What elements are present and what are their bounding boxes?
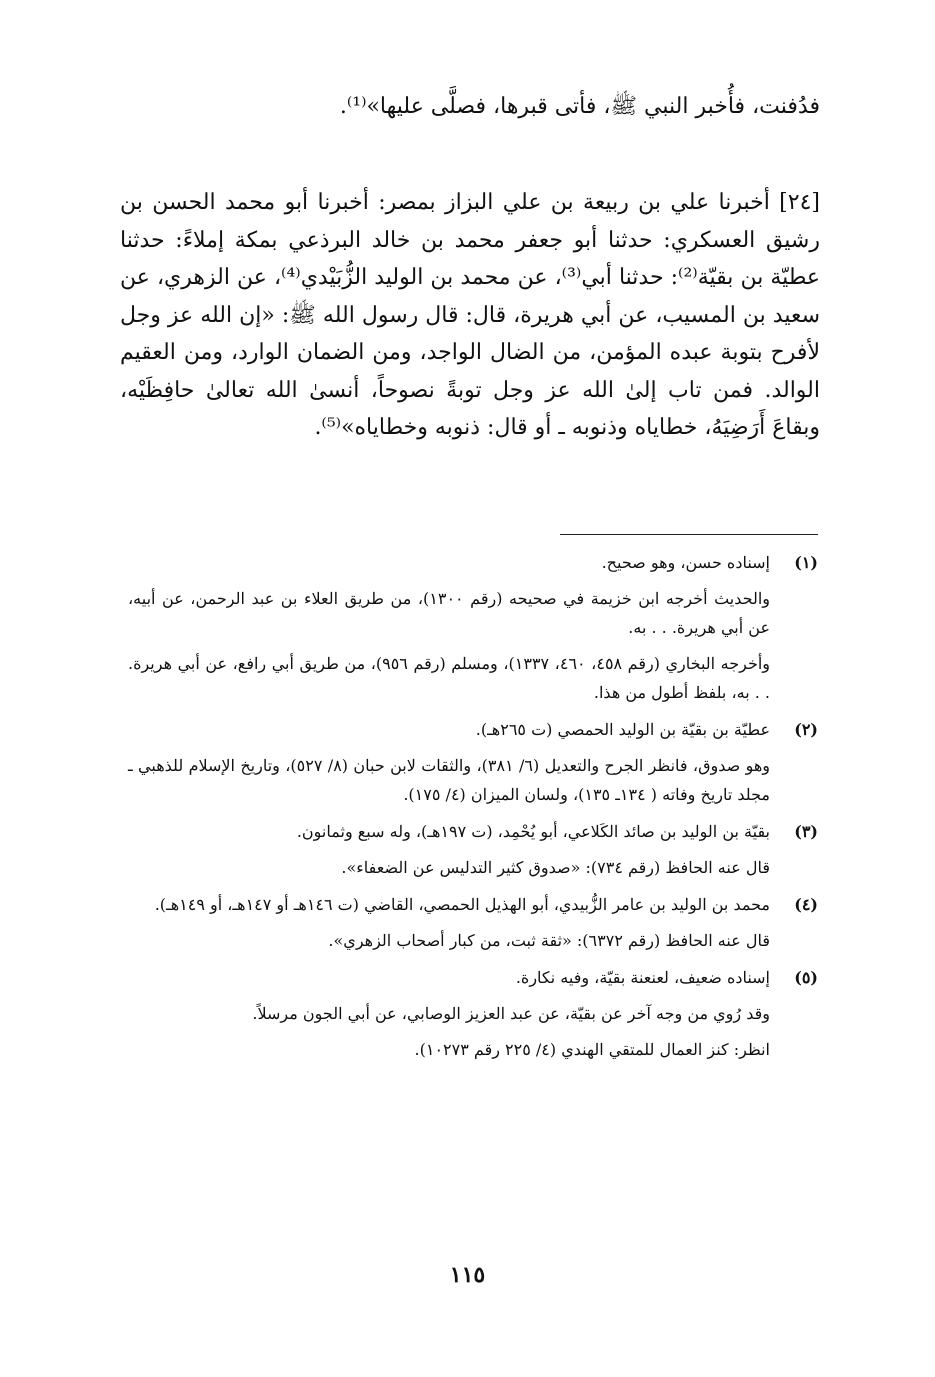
- footnote-1: [128, 548, 818, 707]
- footnote-line: بقيّة بن الوليد بن صائد الكَلاعي، أبو يُحْمِد، (ت ١٩٧هـ)، وله سبع وثمانون.: [296, 822, 770, 841]
- footnote-5: [128, 963, 818, 1064]
- footnote-line: إسناده ضعيف، لعنعنة بقيّة، وفيه نكارة.: [515, 968, 770, 987]
- footnote-line: قال عنه الحافظ (رقم ٧٣٤): «صدوق كثير التدليس عن الضعفاء».: [341, 858, 770, 877]
- footnote-number: (١): [794, 553, 818, 572]
- continued-paragraph: فدُفنت، فأُخبر النبي ﷺ، فأتى قبرها، فصلَّى عليها»⁽¹⁾.: [339, 94, 820, 119]
- footnote-line: عطيّة بن بقيّة بن الوليد الحمصي (ت ٢٦٥هـ).: [475, 720, 770, 739]
- footnote-number: (٣): [794, 822, 818, 841]
- footnote-line: محمد بن الوليد بن عامر الزُّبيدي، أبو الهذيل الحمصي، القاضي (ت ١٤٦هـ أو ١٤٧هـ، أو ١٤٩هـ).: [154, 895, 770, 914]
- footnote-4: [128, 890, 818, 955]
- hadith-paragraph-24: [٢٤] أخبرنا علي بن ربيعة بن علي البزاز بمصر: أخبرنا أبو محمد الحسن بن رشيق العسكري: حدثنا أبو جعفر محمد بن خالد البرذعي بمكة إملاءً: حدثنا عطيّة بن بقيّة⁽²⁾: حدثنا أبي⁽³⁾، عن محمد بن الوليد الزُّبَيْدي⁽⁴⁾، عن الزهري، عن سعيد بن المسيب، عن أبي هريرة، قال: قال رسول الله ﷺ: «إن الله عز وجل لأفرح بتوبة عبده المؤمن، من الضال الواجد، ومن الضمان الوارد، ومن العقيم الوالد. فمن تاب إلىٰ الله عز وجل توبةً نصوحاً، أنسىٰ الله تعالىٰ حافِظَيْه، وبقاعَ أَرَضِيَهُ، خطاياه وذنوبه ـ أو قال: ذنوبه وخطاياه»⁽⁵⁾.: [120, 190, 820, 440]
- footnote-number: (٤): [794, 895, 818, 914]
- footnote-divider: [560, 534, 818, 535]
- footnote-line: وهو صدوق، فانظر الجرح والتعديل (٦/ ٣٨١)، والثقات لابن حبان (٨/ ٥٢٧)، وتاريخ الإسلام للذهبي ـ مجلد تاريخ وفاته ( ١٣٤ـ ١٣٥)، ولسان الميزان (٤/ ١٧٥).: [128, 756, 770, 804]
- footnote-line: انظر: كنز العمال للمتقي الهندي (٤/ ٢٢٥ رقم ١٠٢٧٣).: [414, 1040, 770, 1059]
- footnote-line: قال عنه الحافظ (رقم ٦٣٧٢): «ثقة ثبت، من كبار أصحاب الزهري».: [328, 931, 770, 950]
- footnote-number: (٥): [794, 968, 818, 987]
- footnote-3: [128, 817, 818, 882]
- footnote-line: إسناده حسن، وهو صحيح.: [601, 553, 770, 572]
- footnote-line: وأخرجه البخاري (رقم ٤٥٨، ٤٦٠، ١٣٣٧)، ومسلم (رقم ٩٥٦)، من طريق أبي رافع، عن أبي هريرة. . . به، بلفظ أطول من هذا.: [128, 654, 771, 702]
- footnote-line: والحديث أخرجه ابن خزيمة في صحيحه (رقم ١٣٠٠)، من طريق العلاء بن عبد الرحمن، عن أبيه، عن أبي هريرة. . . به.: [128, 589, 771, 637]
- page-number: ١١٥: [449, 1262, 486, 1288]
- footnote-2: [128, 715, 818, 809]
- footnote-number: (٢): [794, 720, 818, 739]
- footnotes: [128, 548, 818, 1072]
- footnote-line: وقد رُوي من وجه آخر عن بقيّة، عن عبد العزيز الوصابي، عن أبي الجون مرسلاً.: [252, 1004, 770, 1023]
